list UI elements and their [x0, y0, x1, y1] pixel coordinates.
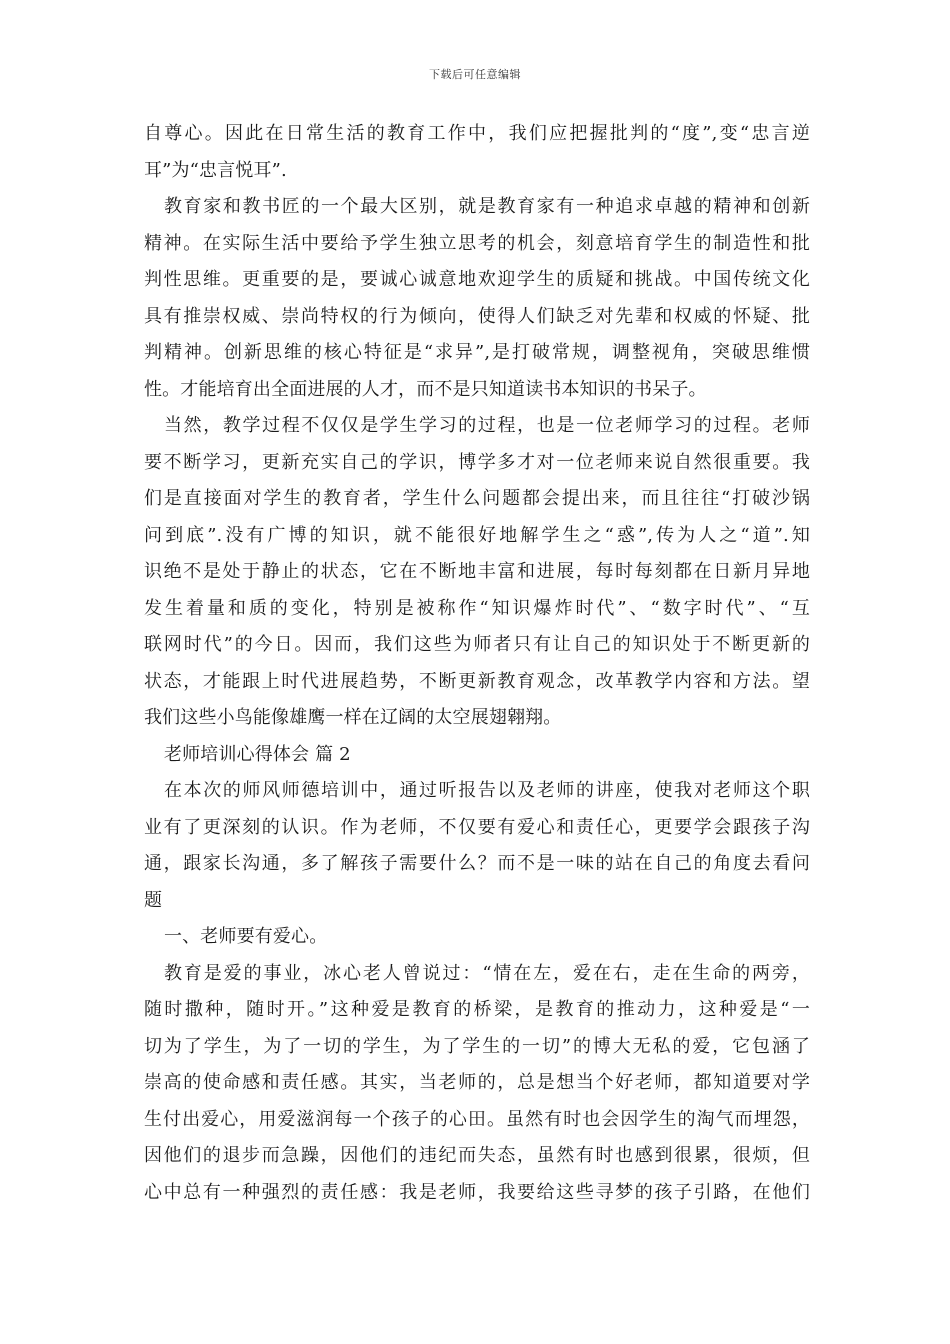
text-line: 识绝不是处于静止的状态，它在不断地丰富和进展，每时每刻都在日新月异地	[144, 561, 810, 582]
text-line: 联网时代”的今日。因而，我们这些为师者只有让自己的知识处于不断更新的	[144, 634, 810, 655]
paragraph-innovation	[144, 189, 810, 408]
text-line: 崇高的使命感和责任感。其实，当老师的，总是想当个好老师，都知道要对学	[144, 1072, 810, 1093]
text-line: 我们这些小鸟能像雄鹰一样在辽阔的太空展翅翱翔。	[144, 707, 562, 728]
text-line: 业有了更深刻的认识。作为老师，不仅要有爱心和责任心，更要学会跟孩子沟	[144, 816, 810, 838]
text-line: 判性思维。更重要的是，要诚心诚意地欢迎学生的质疑和挑战。中国传统文化	[144, 269, 810, 290]
text-line: 状态，才能跟上时代进展趋势，不断更新教育观念，改革教学内容和方法。望	[144, 670, 810, 692]
section-heading	[144, 737, 810, 774]
text-line: 心中总有一种强烈的责任感：我是老师，我要给这些寻梦的孩子引路，在他们	[144, 1181, 810, 1203]
text-line: 因他们的退步而急躁，因他们的违纪而失态，虽然有时也感到很累，很烦，但	[144, 1145, 810, 1166]
text-line: 具有推崇权威、崇尚特权的行为倾向，使得人们缺乏对先辈和权威的怀疑、批	[144, 305, 810, 327]
document-body	[144, 116, 810, 1211]
text-line: 判精神。创新思维的核心特征是“求异”,是打破常规，调整视角，突破思维惯	[144, 342, 810, 363]
text-line: 题	[144, 889, 163, 911]
text-line: 通，跟家长沟通，多了解孩子需要什么？而不是一味的站在自己的角度去看问	[144, 853, 810, 874]
paragraph-love	[144, 956, 810, 1212]
paragraph-continuation	[144, 116, 810, 189]
text-line: 精神。在实际生活中要给予学生独立思考的机会，刻意培育学生的制造性和批	[144, 232, 810, 254]
subsection-title: 一、老师要有爱心。	[164, 926, 328, 947]
text-line: 随时撒种，随时开。”这种爱是教育的桥梁，是教育的推动力，这种爱是“一	[144, 999, 810, 1020]
text-line: 生付出爱心，用爱滋润每一个孩子的心田。虽然有时也会因学生的淘气而埋怨，	[144, 1108, 810, 1130]
text-line: 教育是爱的事业，冰心老人曾说过：“情在左，爱在右，走在生命的两旁，	[164, 962, 810, 984]
text-line: 问到底”.没有广博的知识，就不能很好地解学生之“惑”,传为人之“道”.知	[144, 524, 810, 546]
page-header: 下载后可任意编辑	[429, 68, 521, 81]
text-line: 发生着量和质的变化，特别是被称作“知识爆炸时代”、“数字时代”、“互	[144, 597, 810, 619]
text-line: 们是直接面对学生的教育者，学生什么问题都会提出来，而且往往“打破沙锅	[144, 488, 810, 509]
subsection-heading	[144, 919, 810, 956]
text-line: 教育家和教书匠的一个最大区别，就是教育家有一种追求卓越的精神和创新	[164, 196, 810, 217]
text-line: 要不断学习，更新充实自己的学识，博学多才对一位老师来说自然很重要。我	[144, 451, 810, 473]
section-title: 老师培训心得体会 篇 2	[164, 743, 351, 765]
paragraph-learning	[144, 408, 810, 737]
text-line: 自尊心。因此在日常生活的教育工作中，我们应把握批判的“度”,变“忠言逆	[144, 123, 810, 144]
paragraph-training	[144, 773, 810, 919]
text-line: 当然，教学过程不仅仅是学生学习的过程，也是一位老师学习的过程。老师	[164, 415, 810, 436]
text-line: 性。才能培育出全面进展的人才，而不是只知道读书本知识的书呆子。	[144, 378, 707, 400]
text-line: 在本次的师风师德培训中，通过听报告以及老师的讲座，使我对老师这个职	[164, 780, 810, 801]
text-line: 切为了学生，为了一切的学生，为了学生的一切”的博大无私的爱，它包涵了	[144, 1035, 810, 1057]
text-line: 耳”为“忠言悦耳”.	[144, 159, 287, 181]
